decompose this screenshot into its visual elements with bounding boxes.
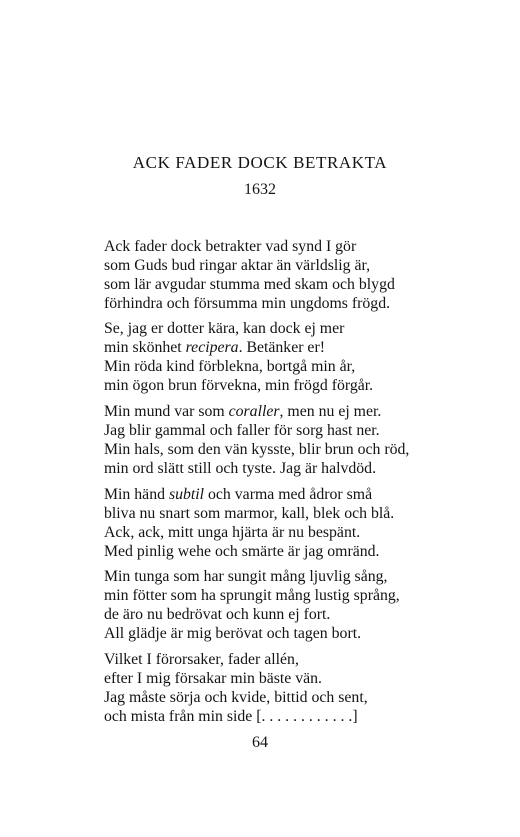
line-text: min skönhet: [104, 339, 186, 356]
poem-line: [104, 669, 504, 688]
poem-line: [104, 440, 504, 459]
line-text: . Betänker er!: [238, 339, 325, 356]
line-text: Ack fader dock betrakter vad synd I gör: [104, 238, 357, 255]
poem-line: [104, 421, 504, 440]
poem-line: [104, 485, 504, 504]
line-text: Min händ: [104, 486, 169, 503]
poem-line: [104, 237, 504, 256]
poem-line: [104, 650, 504, 669]
stanza: [104, 485, 504, 561]
line-text: Min tunga som har sungit mång ljuvlig sång,: [104, 568, 388, 585]
line-text: och mista från min side [. . . . . . . . . . . .]: [104, 708, 358, 725]
poem-line: [104, 567, 504, 586]
poem-line: [104, 294, 504, 313]
line-text: förhindra och försumma min ungdoms frögd.: [104, 295, 391, 312]
poem-line: [104, 376, 504, 395]
line-text: bliva nu snart som marmor, kall, blek och blå.: [104, 505, 395, 522]
line-text: min fötter som ha sprungit mång lustig språng,: [104, 587, 400, 604]
stanza: [104, 650, 504, 726]
poem-line: [104, 357, 504, 376]
poem-line: [104, 319, 504, 338]
line-text: som lär avgudar stumma med skam och blygd: [104, 276, 395, 293]
line-text: Se, jag er dotter kära, kan dock ej mer: [104, 320, 345, 337]
line-text: Jag blir gammal och faller för sorg hast ner.: [104, 422, 380, 439]
poem-line: [104, 459, 504, 478]
line-text: All glädje är mig berövat och tagen bort.: [104, 625, 362, 642]
poem-line: [104, 402, 504, 421]
line-text: Med pinlig wehe och smärte är jag omränd.: [104, 543, 380, 560]
poem-line: [104, 605, 504, 624]
poem-line: [104, 586, 504, 605]
poem-title: ACK FADER DOCK BETRAKTA: [132, 153, 388, 172]
poem-line: [104, 688, 504, 707]
line-text: Jag måste sörja och kvide, bittid och sent,: [104, 689, 368, 706]
line-text: , men nu ej mer.: [279, 403, 382, 420]
poem-line: [104, 338, 504, 357]
italic-text: coraller: [228, 403, 280, 420]
poem-line: [104, 523, 504, 542]
stanza: [104, 237, 504, 313]
poem-line: [104, 707, 504, 726]
stanza: [104, 319, 504, 395]
line-text: min ord slätt still och tyste. Jag är halvdöd.: [104, 460, 377, 477]
line-text: Min röda kind förblekna, bortgå min år,: [104, 358, 356, 375]
line-text: som Guds bud ringar aktar än världslig är,: [104, 257, 371, 274]
page-number: 64: [252, 734, 268, 751]
line-text: de äro nu bedrövat och kunn ej fort.: [104, 606, 331, 623]
italic-text: recipera: [185, 339, 239, 356]
line-text: Ack, ack, mitt unga hjärta är nu bespänt.: [104, 524, 361, 541]
poem-year: 1632: [244, 181, 276, 198]
line-text: efter I mig försakar min bäste vän.: [104, 670, 323, 687]
poem-line: [104, 624, 504, 643]
line-text: Min hals, som den vän kysste, blir brun och röd,: [104, 441, 410, 458]
line-text: Vilket I förorsaker, fader allén,: [104, 651, 299, 668]
line-text: Min mund var som: [104, 403, 229, 420]
poem-line: [104, 542, 504, 561]
line-text: och varma med ådror små: [204, 486, 373, 503]
poem-line: [104, 256, 504, 275]
poem-line: [104, 504, 504, 523]
italic-text: subtil: [168, 486, 205, 503]
line-text: min ögon brun förvekna, min frögd förgår.: [104, 377, 374, 394]
stanza: [104, 567, 504, 643]
stanza: [104, 402, 504, 478]
poem-line: [104, 275, 504, 294]
